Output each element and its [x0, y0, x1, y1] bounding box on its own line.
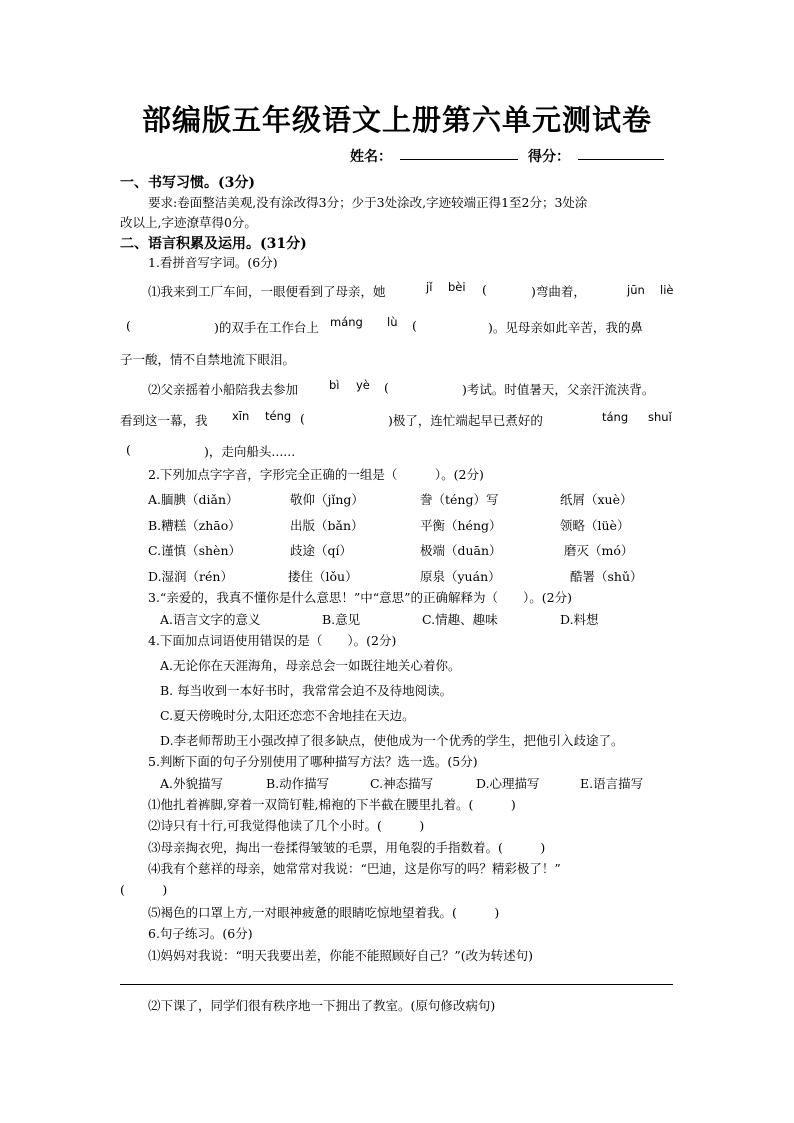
q5-option: D.心理描写 [476, 776, 540, 791]
q5-sentence: ⑴他扎着裤脚,穿着一双筒钉鞋,棉袍的下半截在腰里扎着。( ) [148, 797, 516, 812]
section-2-title: 二、语言积累及运用。(31分) [120, 236, 307, 252]
q1-paren: ( [126, 442, 131, 457]
q1-text: )的双手在工作台上 [214, 320, 319, 335]
q2-option: D.湿润（rén） [148, 569, 233, 584]
question-3-title: 3.“亲爱的，我真不懂你是什么意思！”中“意思”的正确解释为（ ）。(2分) [148, 590, 572, 605]
q2-option: C.谨慎（shèn） [148, 543, 242, 558]
question-6-title: 6.句子练习。(6分) [148, 926, 253, 941]
q2-option: 平衡（héng） [420, 518, 502, 533]
q5-sentence: ⑷我有个慈祥的母亲，她常常对我说：“巴迪，这是你写的吗？精彩极了！” [148, 861, 561, 876]
q5-answer-paren: ( ) [120, 882, 168, 897]
q2-option: 誊（téng）写 [420, 492, 499, 507]
pinyin: shuǐ [648, 410, 672, 424]
score-field[interactable] [578, 147, 664, 160]
name-label: 姓名： [350, 149, 392, 165]
q1-text: )极了，连忙端起早已煮好的 [388, 413, 543, 428]
pinyin: bèi [448, 280, 466, 294]
section-1-title: 一、书写习惯。(3分) [120, 175, 255, 191]
pinyin: xīn [232, 409, 250, 423]
q5-sentence: ⑸褐色的口罩上方,一对眼神疲惫的眼睛吃惊地望着我。( ) [148, 905, 500, 920]
q3-option: B.意见 [322, 612, 361, 627]
q3-option: A.语言文字的意义 [160, 612, 261, 627]
page-title: 部编版五年级语文上册第六单元测试卷 [141, 103, 652, 137]
q2-option: A.腼腆（diǎn） [148, 492, 239, 507]
question-5-title: 5.判断下面的句子分别使用了哪种描写方法？选一选。(5分) [148, 754, 478, 769]
q2-option: 歧途（qí） [290, 543, 352, 558]
q5-sentence: ⑵诗只有十行,可我觉得他读了几个小时。( ) [148, 818, 425, 833]
pinyin: jūn [627, 283, 645, 297]
section-1-requirement-cont: 改以上,字迹潦草得0分。 [120, 215, 257, 230]
q1-text: )。见母亲如此辛苦，我的鼻 [488, 320, 643, 335]
q2-option: 酷署（shǔ） [570, 569, 643, 584]
q5-option: A.外貌描写 [160, 776, 224, 791]
q3-option: C.情趣、趣味 [422, 612, 498, 627]
answer-line[interactable] [120, 984, 673, 985]
pinyin: téng [265, 409, 292, 423]
q5-sentence: ⑶母亲掏衣兜，掏出一卷揉得皱皱的毛票，用龟裂的手指数着。( ) [148, 840, 546, 855]
q1-paren: ( [482, 282, 487, 297]
q1-text: 子一酸，情不自禁地流下眼泪。 [120, 352, 296, 367]
question-2-title: 2.下列加点字字音，字形完全正确的一组是（ ）。(2分) [148, 467, 484, 482]
q2-option: 纸屑（xuè） [560, 492, 633, 507]
q4-option: B. 每当收到一本好书时，我常常会迫不及待地阅读。 [160, 683, 453, 698]
name-field[interactable] [400, 147, 518, 160]
pinyin: liè [660, 283, 674, 297]
q4-option: C.夏天傍晚时分,太阳还恋恋不舍地挂在天边。 [160, 708, 415, 723]
section-1-requirement: 要求:卷面整洁美观,没有涂改得3分；少于3处涂改,字迹较端正得1至2分；3处涂 [148, 195, 588, 210]
q1-text: )，走向船头...... [204, 444, 296, 459]
q1-paren: ( [384, 380, 389, 395]
question-1-title: 1.看拼音写字词。(6分) [148, 255, 278, 270]
q4-option: D.李老师帮助王小强改掉了很多缺点，使他成为一个优秀的学生，把他引入歧途了。 [160, 733, 624, 748]
q4-option: A.无论你在天涯海角，母亲总会一如既往地关心着你。 [160, 658, 461, 673]
question-4-title: 4.下面加点词语使用错误的是（ ）。(2分) [148, 633, 397, 648]
q5-option: B.动作描写 [266, 776, 330, 791]
q2-option: 领略（lüè） [560, 518, 630, 533]
q2-option: 原泉（yuán） [420, 569, 501, 584]
q2-option: B.糟糕（zhāo） [148, 518, 241, 533]
q1-text: 看到这一幕，我 [120, 413, 208, 428]
q5-option: E.语言描写 [580, 776, 644, 791]
pinyin: yè [356, 378, 370, 392]
q1-text: ⑴我来到工厂车间，一眼便看到了母亲，她 [148, 284, 386, 299]
q1-text: )弯曲着， [531, 284, 586, 299]
pinyin: táng [602, 410, 629, 424]
q1-paren: ( [300, 411, 305, 426]
q1-paren: ( [412, 318, 417, 333]
q1-paren: ( [126, 318, 131, 333]
q1-text: ⑵父亲摇着小船陪我去参加 [148, 382, 299, 397]
q2-option: 磨灭（mó） [564, 543, 634, 558]
q3-option: D.料想 [560, 612, 599, 627]
q1-text: )考试。时值暑天，父亲汗流浃背。 [462, 382, 655, 397]
pinyin: lù [387, 315, 398, 329]
pinyin: jǐ [426, 280, 433, 294]
q2-option: 敬仰（jǐng） [290, 492, 364, 507]
score-label: 得分： [528, 149, 570, 165]
q2-option: 出版（bǎn） [290, 518, 364, 533]
pinyin: máng [330, 315, 363, 329]
q6-sentence: ⑴妈妈对我说：“明天我要出差，你能不能照顾好自己？”(改为转述句) [148, 948, 534, 963]
q5-option: C.神态描写 [370, 776, 434, 791]
q2-option: 极端（duān） [420, 543, 502, 558]
pinyin: bì [329, 378, 340, 392]
q2-option: 搂住（lǒu） [288, 569, 358, 584]
q6-sentence: ⑵下课了，同学们很有秩序地一下拥出了教室。(原句修改病句) [148, 998, 496, 1013]
